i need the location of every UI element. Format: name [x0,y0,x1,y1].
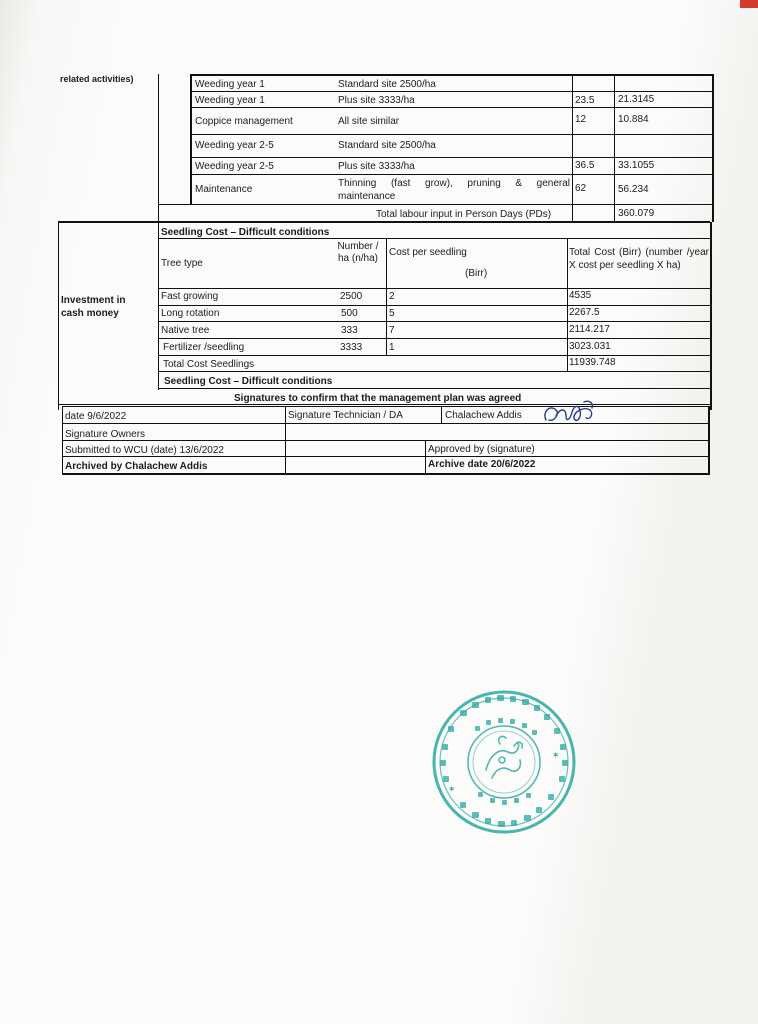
activity-value-a: 36.5 [575,160,595,171]
investment-label-text: Investment in cash money [61,295,126,319]
tree-cost: 1 [389,342,395,353]
activities-section-label: related activities) [60,74,134,84]
tree-cost: 5 [389,308,395,319]
technician-name: Chalachew Addis [445,410,522,421]
activity-name: Coppice management [195,116,293,127]
submitted-to-wcu: Submitted to WCU (date) 13/6/2022 [65,445,224,456]
activity-value-b: 21.3145 [618,94,655,105]
activity-name: Weeding year 1 [195,79,265,90]
column-number-per-ha: Number / ha (n/ha) [337,241,379,264]
tree-number: 333 [341,325,358,336]
activity-description: All site similar [338,116,400,127]
seedling-total-value: 11939.748 [569,357,616,368]
tree-number: 500 [341,308,358,319]
tree-total: 3023.031 [569,341,611,352]
labour-total-value: 360.079 [618,208,655,219]
owners-label: Signature Owners [65,429,146,440]
archived-by: Archived by Chalachew Addis [65,461,208,472]
signatures-heading: Signatures to confirm that the management plan was agreed [234,393,522,404]
tree-total: 2114.217 [569,324,610,335]
activity-description: Standard site 2500/ha [338,79,436,90]
activity-description: Thinning (fast grow), pruning & general maintenance [338,178,570,202]
tree-cost: 2 [389,291,395,302]
tree-type: Long rotation [161,308,220,319]
tree-type: Native tree [161,325,210,336]
activity-value-a: 62 [575,183,587,194]
approved-by: Approved by (signature) [428,444,535,455]
activity-name: Maintenance [195,184,253,195]
labour-total-label: Total labour input in Person Days (PDs) [376,209,552,220]
tree-total: 4535 [569,290,592,301]
seedling-total-label: Total Cost Seedlings [163,359,255,370]
tree-number: 3333 [340,342,363,353]
seedling-footer-heading: Seedling Cost – Difficult conditions [164,376,333,387]
tree-cost: 7 [389,325,395,336]
archive-date: Archive date 20/6/2022 [428,459,536,470]
column-tree-type: Tree type [161,258,203,269]
activity-name: Weeding year 2-5 [195,161,274,172]
activity-value-b: 10.884 [618,114,649,125]
activity-name: Weeding year 2-5 [195,140,274,151]
activity-description: Standard site 2500/ha [338,140,436,151]
technician-label: Signature Technician / DA [288,410,403,421]
svg-text:✶: ✶ [448,785,456,795]
column-total-cost: Total Cost (Birr) (number /year X cost per seedling X ha) [569,247,709,271]
tree-number: 2500 [340,291,363,302]
investment-section-label [61,294,141,320]
tree-type: Fast growing [161,291,219,302]
tree-total: 2267.5 [569,307,600,318]
activity-name: Weeding year 1 [195,95,265,106]
svg-text:✶: ✶ [552,751,560,761]
activity-value-a: 12 [575,114,587,125]
handwritten-signature-icon [540,398,598,428]
activity-value-a: 23.5 [575,95,595,106]
tree-type: Fertilizer /seedling [163,342,245,353]
official-seal-icon [430,688,578,836]
activity-value-b: 33.1055 [618,160,655,171]
seedling-cost-heading: Seedling Cost – Difficult conditions [161,227,330,238]
column-cost-unit: (Birr) [465,268,488,279]
plan-date: date 9/6/2022 [65,411,127,422]
activity-description: Plus site 3333/ha [338,95,415,106]
activity-description: Plus site 3333/ha [338,161,415,172]
column-cost-per-seedling: Cost per seedling [389,247,467,258]
activity-value-b: 56.234 [618,184,649,195]
